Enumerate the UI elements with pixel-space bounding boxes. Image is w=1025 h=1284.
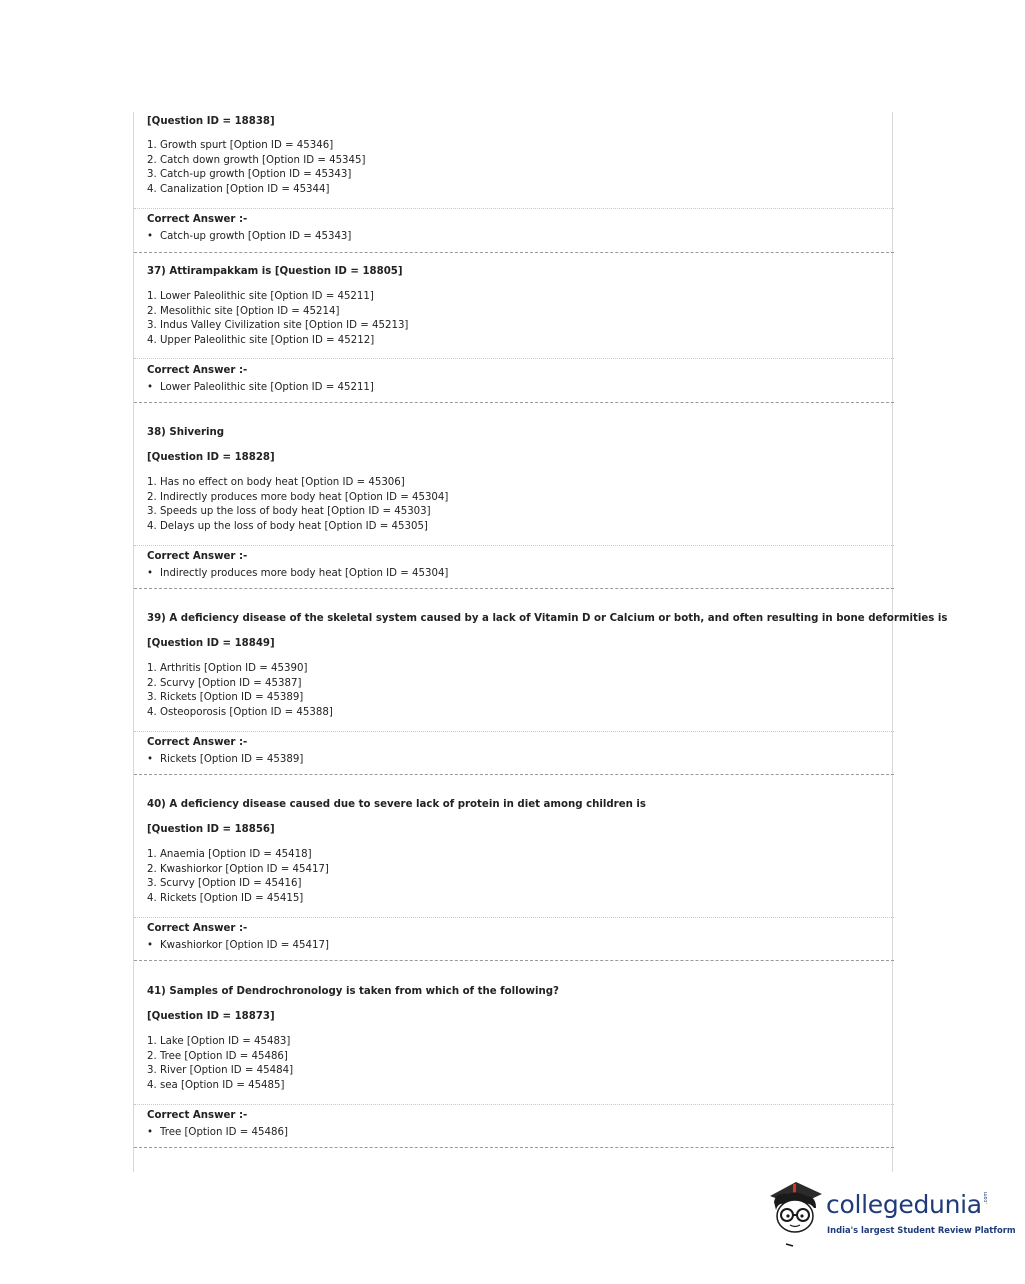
- brand-tagline: India's largest Student Review Platform: [827, 1225, 1016, 1235]
- answer-separator: [134, 545, 894, 546]
- option-4: 4. Upper Paleolithic site [Option ID = 45212]: [147, 334, 375, 346]
- option-3: 3. Rickets [Option ID = 45389]: [147, 692, 304, 704]
- option-2: 2. Tree [Option ID = 45486]: [147, 1050, 288, 1062]
- correct-answer: • Catch-up growth [Option ID = 45343]: [147, 231, 352, 242]
- option-2: 2. Mesolithic site [Option ID = 45214]: [147, 305, 340, 317]
- option-3: 3. River [Option ID = 45484]: [147, 1065, 294, 1077]
- option-2: 2. Scurvy [Option ID = 45387]: [147, 677, 302, 689]
- answer-separator: [134, 917, 894, 918]
- option-2: 2. Indirectly produces more body heat [Option ID = 45304]: [147, 491, 449, 503]
- answer-separator: [134, 731, 894, 732]
- option-1: 1. Growth spurt [Option ID = 45346]: [147, 140, 334, 151]
- student-mascot-icon: [766, 1178, 826, 1248]
- question-block-38: [134, 403, 894, 589]
- question-block-36: [134, 112, 894, 253]
- option-2: 2. Catch down growth [Option ID = 45345]: [147, 154, 366, 166]
- answer-label: Correct Answer :-: [147, 923, 248, 934]
- question-id: [Question ID = 18828]: [147, 452, 275, 463]
- option-1: 1. Lake [Option ID = 45483]: [147, 1036, 291, 1047]
- answer-label: Correct Answer :-: [147, 214, 248, 225]
- correct-answer: • Kwashiorkor [Option ID = 45417]: [147, 940, 329, 951]
- correct-answer: • Rickets [Option ID = 45389]: [147, 754, 304, 765]
- question-paper: [133, 112, 948, 1172]
- option-3: 3. Speeds up the loss of body heat [Option ID = 45303]: [147, 506, 431, 518]
- brand-suffix: .com: [983, 1191, 989, 1204]
- option-3: 3. Scurvy [Option ID = 45416]: [147, 878, 302, 890]
- answer-label: Correct Answer :-: [147, 551, 248, 562]
- answer-separator: [134, 358, 894, 359]
- question-title: 41) Samples of Dendrochronology is taken from which of the following?: [147, 986, 559, 997]
- option-4: 4. Rickets [Option ID = 45415]: [147, 892, 304, 904]
- question-id: [Question ID = 18849]: [147, 638, 275, 649]
- question-block-40: [134, 775, 894, 961]
- correct-answer: • Indirectly produces more body heat [Option ID = 45304]: [147, 568, 449, 579]
- option-3: 3. Catch-up growth [Option ID = 45343]: [147, 169, 352, 181]
- answer-label: Correct Answer :-: [147, 365, 248, 376]
- answer-separator: [134, 1104, 894, 1105]
- option-1: 1. Has no effect on body heat [Option ID = 45306]: [147, 477, 405, 488]
- option-4: 4. Osteoporosis [Option ID = 45388]: [147, 706, 333, 718]
- question-title: 37) Attirampakkam is [Question ID = 18805]: [147, 266, 403, 277]
- option-4: 4. sea [Option ID = 45485]: [147, 1079, 285, 1091]
- question-id: [Question ID = 18838]: [147, 116, 275, 127]
- answer-label: Correct Answer :-: [147, 1110, 248, 1121]
- option-2: 2. Kwashiorkor [Option ID = 45417]: [147, 863, 329, 875]
- question-id: [Question ID = 18856]: [147, 824, 275, 835]
- option-4: 4. Delays up the loss of body heat [Option ID = 45305]: [147, 520, 428, 532]
- correct-answer: • Tree [Option ID = 45486]: [147, 1127, 288, 1138]
- option-4: 4. Canalization [Option ID = 45344]: [147, 183, 330, 195]
- question-title: 38) Shivering: [147, 427, 225, 438]
- answer-label: Correct Answer :-: [147, 737, 248, 748]
- option-1: 1. Anaemia [Option ID = 45418]: [147, 849, 312, 860]
- question-block-39: [134, 589, 948, 775]
- answer-separator: [134, 208, 894, 209]
- brand-name: collegedunia: [826, 1190, 982, 1219]
- question-title: 40) A deficiency disease caused due to severe lack of protein in diet among children is: [147, 799, 646, 810]
- question-title: 39) A deficiency disease of the skeletal system caused by a lack of Vitamin D or Calcium or both, and often resulting in bone deformities is: [147, 613, 948, 624]
- question-block-37: [134, 253, 894, 403]
- option-1: 1. Arthritis [Option ID = 45390]: [147, 663, 308, 674]
- collegedunia-logo: [766, 1178, 1016, 1248]
- option-1: 1. Lower Paleolithic site [Option ID = 45211]: [147, 291, 374, 302]
- correct-answer: • Lower Paleolithic site [Option ID = 45211]: [147, 382, 374, 393]
- question-block-41: [134, 961, 894, 1148]
- option-3: 3. Indus Valley Civilization site [Option ID = 45213]: [147, 320, 409, 332]
- question-id: [Question ID = 18873]: [147, 1011, 275, 1022]
